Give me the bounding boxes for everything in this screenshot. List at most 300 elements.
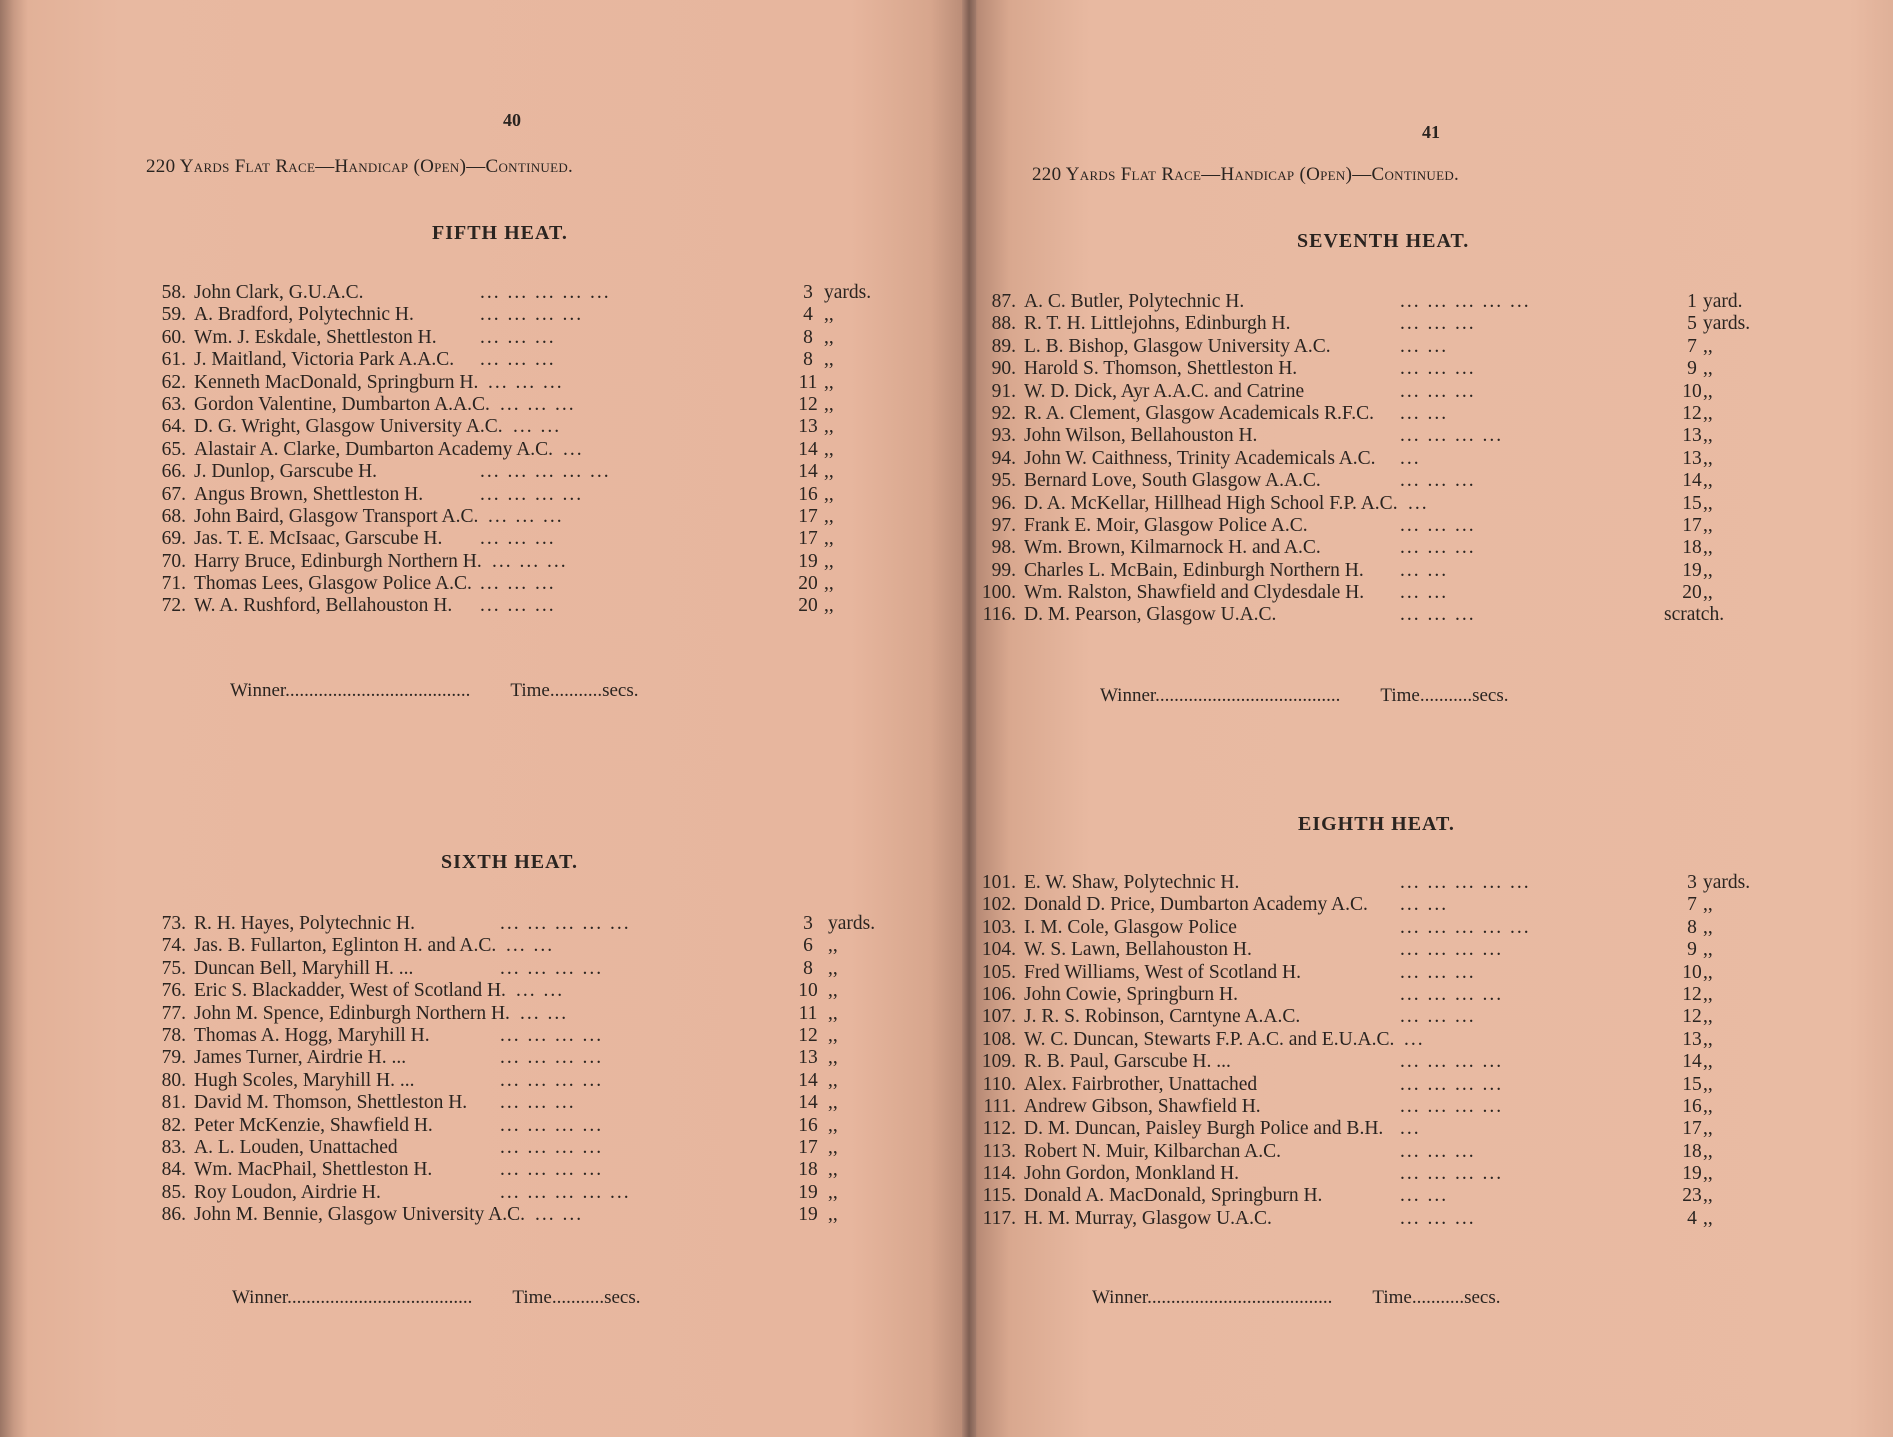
entry-name: W. A. Rushford, Bellahouston H. <box>194 595 453 617</box>
entry-row <box>970 1208 1860 1230</box>
entry-unit: ,, <box>828 935 838 957</box>
entry-row <box>970 1118 1860 1140</box>
leader-dots: ... ... ... <box>1400 1140 1476 1162</box>
time-field[interactable]: Time...........secs. <box>512 1287 641 1308</box>
entry-unit: ,, <box>1703 335 1713 357</box>
entry-unit: ,, <box>824 528 834 550</box>
entry-handicap: 17 <box>1682 514 1702 536</box>
leader-dots: ... ... <box>535 1204 584 1226</box>
leader-dots: ... ... <box>1400 335 1449 357</box>
entry-number: 60. <box>161 326 186 348</box>
entry-handicap: 12 <box>1682 402 1702 424</box>
entry-number: 117. <box>982 1207 1016 1229</box>
entry-handicap: 19 <box>798 1181 818 1203</box>
entry-number: 68. <box>161 505 186 527</box>
entry-name: J. Dunlop, Garscube H. <box>194 461 378 483</box>
entry-row <box>140 349 900 371</box>
entry-number: 109. <box>981 1051 1016 1073</box>
page-number: 40 <box>503 110 521 130</box>
entry-handicap: 14 <box>798 461 818 483</box>
leader-dots: ... <box>563 438 584 460</box>
leader-dots: ... ... ... ... <box>1400 1051 1504 1073</box>
entry-unit: ,, <box>1703 1185 1713 1207</box>
leader-dots: ... ... ... ... <box>500 1114 604 1136</box>
entry-handicap: 17 <box>1682 1118 1702 1140</box>
entry-number: 90. <box>991 358 1016 380</box>
entry-row <box>970 1051 1860 1073</box>
entry-unit: ,, <box>1703 358 1713 380</box>
entry-number: 59. <box>161 304 186 326</box>
leader-dots: ... ... ... ... ... <box>500 913 631 934</box>
entry-name: Eric S. Blackadder, West of Scotland H. <box>194 980 506 1002</box>
entry-number: 104. <box>981 939 1016 961</box>
entry-row <box>140 304 900 326</box>
entry-name: John M. Spence, Edinburgh Northern H. <box>194 1002 510 1024</box>
entry-number: 64. <box>161 416 186 438</box>
leader-dots: ... ... ... ... ... <box>500 1181 631 1203</box>
leader-dots: ... ... <box>1400 1185 1449 1207</box>
entry-handicap: 3 <box>803 913 813 934</box>
entry-number: 92. <box>991 402 1016 424</box>
entry-handicap: 17 <box>798 1136 818 1158</box>
entry-unit: ,, <box>824 505 834 527</box>
entry-handicap: 1 <box>1687 291 1697 312</box>
entry-handicap: 17 <box>798 528 818 550</box>
time-field[interactable]: Time...........secs. <box>1380 685 1509 706</box>
entry-unit: ,, <box>828 980 838 1002</box>
entry-name: R. A. Clement, Glasgow Academicals R.F.C. <box>1024 402 1374 424</box>
entry-unit: ,, <box>824 438 834 460</box>
leader-dots: ... ... <box>506 935 555 957</box>
entry-number: 85. <box>161 1181 186 1203</box>
entry-number: 78. <box>161 1024 186 1046</box>
entry-handicap: 13 <box>798 1047 818 1069</box>
entry-unit: ,, <box>1703 537 1713 559</box>
entry-row <box>140 551 900 573</box>
entry-handicap: 12 <box>1682 1006 1702 1028</box>
entry-row <box>970 984 1860 1006</box>
entry-row <box>140 484 900 506</box>
leader-dots: ... ... ... <box>1400 961 1476 983</box>
entry-unit: ,, <box>1703 894 1713 916</box>
entry-row <box>140 528 900 550</box>
leader-dots: ... ... ... ... ... <box>1400 291 1531 312</box>
time-field[interactable]: Time...........secs. <box>510 680 639 701</box>
entry-number: 74. <box>161 935 186 957</box>
entry-name: Duncan Bell, Maryhill H. ... <box>194 957 414 979</box>
entry-number: 100. <box>981 582 1016 604</box>
entry-name: Wm. Ralston, Shawfield and Clydesdale H. <box>1024 582 1365 604</box>
entry-unit: ,, <box>824 371 834 393</box>
entry-name: E. W. Shaw, Polytechnic H. <box>1024 872 1240 893</box>
leader-dots: ... ... ... <box>480 326 556 348</box>
entry-handicap: 10 <box>798 980 818 1002</box>
entry-row <box>140 1159 900 1181</box>
entry-unit: ,, <box>1703 1095 1713 1117</box>
entry-row <box>140 282 900 304</box>
entry-row <box>970 872 1860 894</box>
entry-number: 75. <box>161 957 186 979</box>
entry-number: 102. <box>981 894 1016 916</box>
entry-row <box>970 425 1860 447</box>
entry-number: 93. <box>991 425 1016 447</box>
leader-dots: ... ... <box>1400 894 1449 916</box>
entry-handicap: 13 <box>798 416 818 438</box>
entry-name: John Cowie, Springburn H. <box>1024 983 1238 1005</box>
entry-name: Alex. Fairbrother, Unattached <box>1024 1073 1258 1095</box>
entry-unit: ,, <box>828 1069 838 1091</box>
heat-title: SEVENTH HEAT. <box>1297 230 1470 252</box>
winner-field[interactable]: Winner....................................... <box>230 680 471 701</box>
entry-unit: yards. <box>1703 872 1751 893</box>
entry-handicap: 11 <box>798 371 818 393</box>
winner-line <box>232 1287 641 1309</box>
entry-row <box>970 336 1860 358</box>
entry-row <box>140 913 900 935</box>
leader-dots: ... ... ... <box>1400 1207 1476 1229</box>
entry-number: 86. <box>161 1204 186 1226</box>
entry-name: Donald A. MacDonald, Springburn H. <box>1024 1185 1323 1207</box>
entry-row <box>970 1006 1860 1028</box>
entry-name: Frank E. Moir, Glasgow Police A.C. <box>1024 514 1308 536</box>
entry-number: 79. <box>161 1047 186 1069</box>
entry-name: John Baird, Glasgow Transport A.C. <box>194 505 479 527</box>
leader-dots: ... ... ... ... <box>480 483 584 505</box>
entry-name: D. A. McKellar, Hillhead High School F.P. A.C. <box>1024 492 1398 514</box>
entry-name: Donald D. Price, Dumbarton Academy A.C. <box>1024 894 1368 916</box>
leader-dots: ... ... ... <box>488 505 564 527</box>
entry-handicap: 10 <box>1682 961 1702 983</box>
entry-number: 58. <box>161 282 186 303</box>
entry-row <box>970 448 1860 470</box>
entry-number: 62. <box>161 371 186 393</box>
entry-handicap: 17 <box>798 505 818 527</box>
leader-dots: ... ... ... <box>1400 380 1476 402</box>
entry-name: Gordon Valentine, Dumbarton A.A.C. <box>194 393 490 415</box>
entry-handicap: 16 <box>798 1114 818 1136</box>
entry-name: John Gordon, Monkland H. <box>1024 1163 1240 1185</box>
entry-row <box>970 939 1860 961</box>
entry-number: 61. <box>161 349 186 371</box>
leader-dots: ... ... ... ... <box>480 304 584 326</box>
entry-unit: ,, <box>828 1092 838 1114</box>
heat-entries <box>140 282 900 618</box>
entry-number: 81. <box>161 1092 186 1114</box>
entry-unit: ,, <box>1703 1028 1713 1050</box>
leader-dots: ... <box>1408 492 1429 514</box>
entry-number: 96. <box>991 492 1016 514</box>
entry-unit: yards. <box>828 913 876 934</box>
leader-dots: ... ... ... <box>500 1092 576 1114</box>
entry-handicap: 3 <box>803 282 813 303</box>
entry-number: 73. <box>161 913 186 934</box>
leader-dots: ... ... ... <box>480 573 556 595</box>
entry-row <box>970 1185 1860 1207</box>
entry-number: 94. <box>991 447 1016 469</box>
entry-name: D. G. Wright, Glasgow University A.C. <box>194 416 503 438</box>
entry-handicap: 18 <box>798 1159 818 1181</box>
entry-name: Andrew Gibson, Shawfield H. <box>1024 1095 1261 1117</box>
entry-unit: ,, <box>828 1002 838 1024</box>
entry-unit: ,, <box>1703 1207 1713 1229</box>
entry-name: Robert N. Muir, Kilbarchan A.C. <box>1024 1140 1282 1162</box>
entry-row <box>140 980 900 1002</box>
entry-number: 116. <box>982 604 1016 626</box>
entry-number: 65. <box>161 438 186 460</box>
entry-number: 87. <box>991 291 1016 312</box>
leader-dots: ... ... ... ... <box>1400 1163 1504 1185</box>
entry-number: 70. <box>161 550 186 572</box>
entry-number: 80. <box>161 1069 186 1091</box>
heat-title: FIFTH HEAT. <box>432 222 568 244</box>
entry-number: 103. <box>981 916 1016 938</box>
entry-name: Harry Bruce, Edinburgh Northern H. <box>194 550 482 572</box>
entry-unit: ,, <box>828 1159 838 1181</box>
entry-unit: ,, <box>824 550 834 572</box>
leader-dots: ... ... ... <box>1400 358 1476 380</box>
leader-dots: ... ... ... ... ... <box>1400 872 1531 893</box>
entry-name: Peter McKenzie, Shawfield H. <box>194 1114 433 1136</box>
leader-dots: ... ... ... ... ... <box>480 461 611 483</box>
entry-row <box>140 1025 900 1047</box>
winner-field[interactable]: Winner....................................... <box>232 1287 473 1308</box>
leader-dots: ... ... ... <box>1400 470 1476 492</box>
entry-handicap: 4 <box>803 304 813 326</box>
entry-unit: yards. <box>1703 313 1751 335</box>
winner-field[interactable]: Winner....................................... <box>1092 1287 1333 1308</box>
entry-unit: ,, <box>828 1024 838 1046</box>
entry-row <box>970 582 1860 604</box>
entry-row <box>140 506 900 528</box>
entry-row <box>970 1096 1860 1118</box>
entry-name: Hugh Scoles, Maryhill H. ... <box>194 1069 415 1091</box>
entry-handicap: 18 <box>1682 537 1702 559</box>
entry-handicap: 14 <box>1682 470 1702 492</box>
entry-name: A. C. Butler, Polytechnic H. <box>1024 291 1245 312</box>
entry-handicap: 20 <box>798 595 818 617</box>
leader-dots: ... ... ... ... <box>500 1024 604 1046</box>
entry-name: R. B. Paul, Garscube H. ... <box>1024 1051 1231 1073</box>
entry-unit: ,, <box>1703 1163 1713 1185</box>
heat-entries <box>140 913 900 1226</box>
leader-dots: ... ... ... ... <box>500 1069 604 1091</box>
entry-row <box>970 1163 1860 1185</box>
entry-name: R. T. H. Littlejohns, Edinburgh H. <box>1024 313 1291 335</box>
leader-dots: ... ... ... <box>1400 537 1476 559</box>
entry-row <box>140 1003 900 1025</box>
entry-unit: ,, <box>1703 380 1713 402</box>
entry-row <box>970 403 1860 425</box>
entry-name: Roy Loudon, Airdrie H. <box>194 1181 381 1203</box>
entry-name: Thomas A. Hogg, Maryhill H. <box>194 1024 430 1046</box>
entry-row <box>140 439 900 461</box>
entry-name: J. Maitland, Victoria Park A.A.C. <box>194 349 455 371</box>
entry-number: 66. <box>161 461 186 483</box>
leader-dots: ... ... ... ... ... <box>480 282 611 303</box>
heat-entries <box>970 291 1860 627</box>
entry-unit: ,, <box>1703 425 1713 447</box>
leader-dots: ... ... ... <box>1400 1006 1476 1028</box>
entry-name: Fred Williams, West of Scotland H. <box>1024 961 1301 983</box>
leader-dots: ... ... ... ... <box>1400 983 1504 1005</box>
entry-number: 110. <box>982 1073 1016 1095</box>
entry-number: 82. <box>161 1114 186 1136</box>
leader-dots: ... ... ... <box>492 550 568 572</box>
entry-row <box>140 1182 900 1204</box>
running-head: 220 Yards Flat Race—Handicap (Open)—Continued. <box>146 156 574 177</box>
entry-name: J. R. S. Robinson, Carntyne A.A.C. <box>1024 1006 1301 1028</box>
entry-row <box>140 595 900 617</box>
entry-handicap: scratch. <box>1664 604 1725 626</box>
entry-unit: yard. <box>1703 291 1743 312</box>
entry-unit: ,, <box>824 483 834 505</box>
book-gutter <box>962 0 976 1437</box>
entry-number: 115. <box>982 1185 1016 1207</box>
entry-handicap: 16 <box>798 483 818 505</box>
entry-handicap: 4 <box>1687 1207 1697 1229</box>
entry-row <box>140 372 900 394</box>
entry-name: Jas. T. E. McIsaac, Garscube H. <box>194 528 443 550</box>
entry-row <box>970 894 1860 916</box>
entry-number: 111. <box>983 1095 1016 1117</box>
entry-unit: ,, <box>1703 492 1713 514</box>
entry-handicap: 8 <box>1687 916 1697 938</box>
entry-name: W. C. Duncan, Stewarts F.P. A.C. and E.U.A.C. <box>1024 1028 1395 1050</box>
heat-entries <box>970 872 1860 1230</box>
entry-name: W. S. Lawn, Bellahouston H. <box>1024 939 1252 961</box>
entry-row <box>970 1141 1860 1163</box>
leader-dots: ... ... ... <box>1400 604 1476 626</box>
entry-name: W. D. Dick, Ayr A.A.C. and Catrine <box>1024 380 1305 402</box>
entry-unit: ,, <box>828 1047 838 1069</box>
running-head: 220 Yards Flat Race—Handicap (Open)—Continued. <box>1032 164 1460 185</box>
entry-number: 67. <box>161 483 186 505</box>
leader-dots: ... ... ... ... <box>500 1047 604 1069</box>
entry-row <box>140 935 900 957</box>
entry-unit: ,, <box>1703 402 1713 424</box>
entry-handicap: 5 <box>1687 313 1697 335</box>
entry-name: John Clark, G.U.A.C. <box>194 282 364 303</box>
entry-unit: ,, <box>824 461 834 483</box>
entry-unit: ,, <box>824 416 834 438</box>
entry-number: 89. <box>991 335 1016 357</box>
leader-dots: ... ... ... ... <box>500 1159 604 1181</box>
leader-dots: ... ... ... ... <box>1400 1095 1504 1117</box>
leader-dots: ... ... ... ... <box>500 1136 604 1158</box>
entry-handicap: 9 <box>1687 939 1697 961</box>
entry-unit: ,, <box>1703 916 1713 938</box>
entry-number: 71. <box>161 573 186 595</box>
entry-row <box>140 394 900 416</box>
entry-number: 98. <box>991 537 1016 559</box>
leader-dots: ... ... ... ... <box>500 957 604 979</box>
entry-handicap: 19 <box>1682 1163 1702 1185</box>
entry-handicap: 8 <box>803 349 813 371</box>
entry-row <box>140 461 900 483</box>
entry-number: 63. <box>161 393 186 415</box>
entry-row <box>140 327 900 349</box>
entry-handicap: 8 <box>803 957 813 979</box>
entry-unit: ,, <box>824 573 834 595</box>
entry-row <box>970 560 1860 582</box>
entry-name: John W. Caithness, Trinity Academicals A.C. <box>1024 447 1376 469</box>
entry-handicap: 14 <box>1682 1051 1702 1073</box>
entry-row <box>140 573 900 595</box>
leader-dots: ... ... <box>513 416 562 438</box>
entry-handicap: 12 <box>1682 983 1702 1005</box>
page-number: 41 <box>1422 122 1440 142</box>
entry-number: 83. <box>161 1136 186 1158</box>
entry-unit: ,, <box>1703 559 1713 581</box>
entry-handicap: 13 <box>1682 425 1702 447</box>
winner-line <box>1092 1287 1501 1309</box>
entry-name: A. Bradford, Polytechnic H. <box>194 304 414 326</box>
entry-unit: ,, <box>824 326 834 348</box>
entry-row <box>970 604 1860 626</box>
entry-unit: ,, <box>1703 1118 1713 1140</box>
entry-row <box>140 1137 900 1159</box>
entry-handicap: 18 <box>1682 1140 1702 1162</box>
entry-number: 114. <box>982 1163 1016 1185</box>
entry-name: D. M. Pearson, Glasgow U.A.C. <box>1024 604 1277 626</box>
winner-line <box>1100 685 1509 707</box>
entry-name: John Wilson, Bellahouston H. <box>1024 425 1258 447</box>
entry-number: 69. <box>161 528 186 550</box>
entry-number: 84. <box>161 1159 186 1181</box>
leader-dots: ... ... ... <box>480 528 556 550</box>
entry-number: 97. <box>991 514 1016 536</box>
entry-number: 108. <box>981 1028 1016 1050</box>
entry-unit: ,, <box>828 1204 838 1226</box>
leader-dots: ... ... ... <box>500 393 576 415</box>
entry-handicap: 23 <box>1682 1185 1702 1207</box>
leader-dots: ... ... <box>1400 559 1449 581</box>
entry-unit: ,, <box>1703 1051 1713 1073</box>
entry-handicap: 7 <box>1687 335 1697 357</box>
entry-name: Thomas Lees, Glasgow Police A.C. <box>194 573 472 595</box>
leader-dots: ... ... ... ... ... <box>1400 916 1531 938</box>
entry-handicap: 9 <box>1687 358 1697 380</box>
leader-dots: ... <box>1400 447 1421 469</box>
leader-dots: ... ... <box>516 980 565 1002</box>
entry-unit: ,, <box>828 1114 838 1136</box>
entry-name: H. M. Murray, Glasgow U.A.C. <box>1024 1207 1272 1229</box>
entry-row <box>140 1115 900 1137</box>
leader-dots: ... <box>1404 1028 1425 1050</box>
right-page <box>970 0 1893 1437</box>
entry-unit: ,, <box>828 1136 838 1158</box>
entry-handicap: 19 <box>798 1204 818 1226</box>
entry-row <box>970 291 1860 313</box>
entry-unit: ,, <box>824 393 834 415</box>
leader-dots: ... ... ... ... <box>1400 425 1504 447</box>
leader-dots: ... ... ... ... <box>1400 939 1504 961</box>
entry-number: 105. <box>981 961 1016 983</box>
entry-handicap: 6 <box>803 935 813 957</box>
winner-field[interactable]: Winner....................................... <box>1100 685 1341 706</box>
entry-handicap: 12 <box>798 1024 818 1046</box>
entry-handicap: 13 <box>1682 1028 1702 1050</box>
entry-row <box>970 493 1860 515</box>
entry-row <box>970 917 1860 939</box>
leader-dots: ... ... ... <box>480 349 556 371</box>
entry-unit: ,, <box>1703 983 1713 1005</box>
entry-name: John M. Bennie, Glasgow University A.C. <box>194 1204 525 1226</box>
entry-handicap: 15 <box>1682 492 1702 514</box>
entry-name: Angus Brown, Shettleston H. <box>194 483 424 505</box>
time-field[interactable]: Time...........secs. <box>1372 1287 1501 1308</box>
entry-handicap: 14 <box>798 1069 818 1091</box>
